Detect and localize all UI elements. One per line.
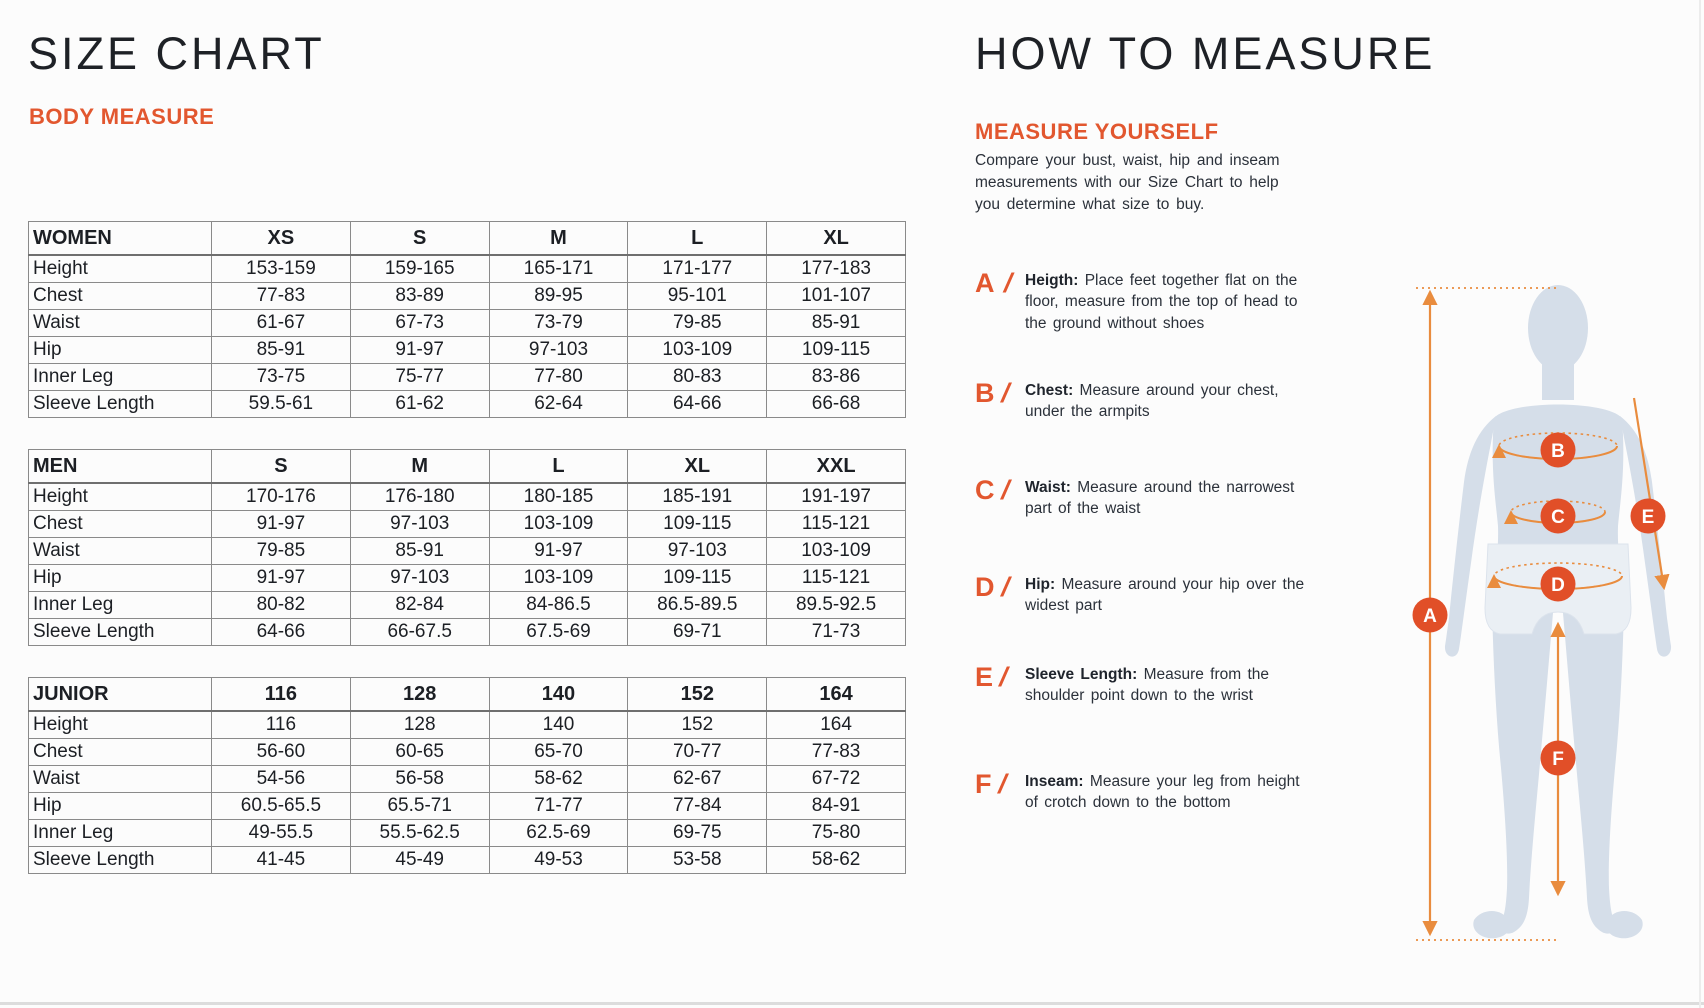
measurement-cell: 83-89 — [350, 283, 489, 310]
row-label: Height — [29, 255, 212, 283]
row-label: Chest — [29, 511, 212, 538]
measurement-cell: 152 — [628, 711, 767, 739]
item-letter: B — [975, 378, 995, 408]
table-row — [29, 619, 906, 646]
size-table-women — [28, 221, 906, 418]
measurement-cell: 165-171 — [489, 255, 628, 283]
row-label: Waist — [29, 538, 212, 565]
size-column-header: 152 — [628, 678, 767, 712]
junior-size-table-slot — [28, 677, 906, 874]
measurement-cell: 65.5-71 — [350, 793, 489, 820]
measurement-cell: 67-73 — [350, 310, 489, 337]
measurement-cell: 45-49 — [350, 847, 489, 874]
how-to-measure-title: HOW TO MEASURE — [975, 28, 1436, 79]
table-row — [29, 793, 906, 820]
row-label: Waist — [29, 310, 212, 337]
measurement-cell: 77-83 — [212, 283, 351, 310]
measurement-cell: 83-86 — [767, 364, 906, 391]
table-group-header: JUNIOR — [29, 678, 212, 712]
measurement-cell: 60-65 — [350, 739, 489, 766]
measurement-cell: 97-103 — [628, 538, 767, 565]
measurement-cell: 58-62 — [489, 766, 628, 793]
measurement-cell: 61-62 — [350, 391, 489, 418]
measurement-cell: 159-165 — [350, 255, 489, 283]
measurement-cell: 82-84 — [350, 592, 489, 619]
table-row — [29, 820, 906, 847]
measurement-cell: 58-62 — [767, 847, 906, 874]
measurement-cell: 66-68 — [767, 391, 906, 418]
measure-item-b — [975, 380, 1315, 423]
measurement-cell: 89-95 — [489, 283, 628, 310]
row-label: Chest — [29, 739, 212, 766]
measurement-cell: 97-103 — [489, 337, 628, 364]
size-column-header: S — [212, 450, 351, 484]
item-description: Measure from the shoulder point down to the wrist — [1025, 666, 1270, 705]
table-group-header: WOMEN — [29, 222, 212, 256]
item-description: Measure around the narrowest part of the waist — [1025, 479, 1295, 518]
measurement-cell: 103-109 — [489, 511, 628, 538]
row-label: Hip — [29, 565, 212, 592]
measurement-cell: 67-72 — [767, 766, 906, 793]
size-column-header: L — [628, 222, 767, 256]
table-row — [29, 739, 906, 766]
measurement-cell: 109-115 — [767, 337, 906, 364]
row-label: Sleeve Length — [29, 619, 212, 646]
measurement-cell: 49-53 — [489, 847, 628, 874]
measurement-cell: 86.5-89.5 — [628, 592, 767, 619]
figure-neck — [1542, 356, 1574, 400]
measurement-cell: 64-66 — [212, 619, 351, 646]
item-letter: C — [975, 475, 995, 505]
item-label: Heigth: — [1025, 272, 1079, 289]
table-row — [29, 565, 906, 592]
measurement-cell: 66-67.5 — [350, 619, 489, 646]
size-column-header: XL — [628, 450, 767, 484]
measurement-cell: 103-109 — [767, 538, 906, 565]
measurement-cell: 97-103 — [350, 565, 489, 592]
measurement-cell: 54-56 — [212, 766, 351, 793]
measurement-cell: 115-121 — [767, 511, 906, 538]
table-row — [29, 255, 906, 283]
item-description: Measure around your hip over the widest part — [1025, 576, 1305, 615]
table-row — [29, 337, 906, 364]
measurement-cell: 115-121 — [767, 565, 906, 592]
item-label: Chest: — [1025, 382, 1074, 399]
size-column-header: XXL — [767, 450, 906, 484]
measurement-cell: 70-77 — [628, 739, 767, 766]
measure-item-e — [975, 664, 1315, 707]
table-row — [29, 310, 906, 337]
badge-b-label: B — [1551, 441, 1565, 462]
measurement-cell: 59.5-61 — [212, 391, 351, 418]
item-label: Hip: — [1025, 576, 1056, 593]
measurement-cell: 75-77 — [350, 364, 489, 391]
measurement-cell: 79-85 — [212, 538, 351, 565]
row-label: Chest — [29, 283, 212, 310]
measurement-cell: 55.5-62.5 — [350, 820, 489, 847]
measurement-cell: 62-64 — [489, 391, 628, 418]
item-letter: D — [975, 572, 995, 602]
figure-right-foot — [1607, 911, 1643, 938]
table-row — [29, 592, 906, 619]
measurement-cell: 177-183 — [767, 255, 906, 283]
measurement-cell: 171-177 — [628, 255, 767, 283]
item-description: Measure your leg from height of crotch down to the bottom — [1025, 773, 1300, 812]
table-row — [29, 511, 906, 538]
measurement-cell: 140 — [489, 711, 628, 739]
measurement-cell: 60.5-65.5 — [212, 793, 351, 820]
slash-mark: / — [997, 378, 1013, 408]
badge-d-label: D — [1551, 575, 1565, 596]
measurement-cell: 176-180 — [350, 483, 489, 511]
measurement-cell: 69-71 — [628, 619, 767, 646]
table-row — [29, 766, 906, 793]
item-label: Sleeve Length: — [1025, 666, 1138, 683]
page-bottom-rule — [0, 1002, 1704, 1005]
table-row — [29, 283, 906, 310]
table-row — [29, 711, 906, 739]
measurement-cell: 85-91 — [350, 538, 489, 565]
table-row — [29, 391, 906, 418]
badge-f-label: F — [1552, 749, 1564, 770]
size-column-header: 116 — [212, 678, 351, 712]
measurement-cell: 91-97 — [350, 337, 489, 364]
slash-mark: / — [1000, 268, 1016, 298]
measurement-cell: 101-107 — [767, 283, 906, 310]
measurement-cell: 191-197 — [767, 483, 906, 511]
measurement-cell: 185-191 — [628, 483, 767, 511]
row-label: Height — [29, 711, 212, 739]
measurement-cell: 77-83 — [767, 739, 906, 766]
measurement-cell: 103-109 — [628, 337, 767, 364]
slash-mark: / — [994, 769, 1010, 799]
measurement-cell: 62-67 — [628, 766, 767, 793]
measurement-cell: 103-109 — [489, 565, 628, 592]
item-letter: E — [975, 662, 994, 692]
size-table-men — [28, 449, 906, 646]
measurement-cell: 109-115 — [628, 565, 767, 592]
measurement-cell: 170-176 — [212, 483, 351, 511]
measure-intro-text: Compare your bust, waist, hip and inseam measurements with our Size Chart to help you determine what size to buy. — [975, 152, 1280, 213]
row-label: Inner Leg — [29, 364, 212, 391]
row-label: Sleeve Length — [29, 391, 212, 418]
measurement-cell: 64-66 — [628, 391, 767, 418]
measurement-cell: 84-86.5 — [489, 592, 628, 619]
row-label: Sleeve Length — [29, 847, 212, 874]
measure-item-f — [975, 771, 1315, 814]
slash-mark: / — [997, 475, 1013, 505]
item-description: Place feet together flat on the floor, measure from the top of head to the ground without shoes — [1025, 272, 1298, 332]
row-label: Waist — [29, 766, 212, 793]
table-row — [29, 847, 906, 874]
slash-mark: / — [997, 572, 1013, 602]
measurement-cell: 91-97 — [212, 511, 351, 538]
measurement-cell: 85-91 — [212, 337, 351, 364]
measurement-cell: 79-85 — [628, 310, 767, 337]
item-description: Measure around your chest, under the armpits — [1025, 382, 1279, 421]
men-size-table-slot — [28, 449, 906, 646]
row-label: Inner Leg — [29, 820, 212, 847]
measurement-cell: 89.5-92.5 — [767, 592, 906, 619]
measurement-cell: 116 — [212, 711, 351, 739]
size-table-junior — [28, 677, 906, 874]
measurement-cell: 80-83 — [628, 364, 767, 391]
measurement-cell: 75-80 — [767, 820, 906, 847]
measurement-cell: 56-58 — [350, 766, 489, 793]
measurement-cell: 180-185 — [489, 483, 628, 511]
measurement-cell: 71-77 — [489, 793, 628, 820]
row-label: Hip — [29, 793, 212, 820]
measurement-cell: 67.5-69 — [489, 619, 628, 646]
measurement-cell: 128 — [350, 711, 489, 739]
slash-mark: / — [996, 662, 1012, 692]
measurement-cell: 53-58 — [628, 847, 767, 874]
measurement-cell: 153-159 — [212, 255, 351, 283]
item-letter: A — [975, 268, 995, 298]
row-label: Inner Leg — [29, 592, 212, 619]
measurement-cell: 69-75 — [628, 820, 767, 847]
size-column-header: L — [489, 450, 628, 484]
measure-item-d — [975, 574, 1315, 617]
badge-a-label: A — [1423, 606, 1437, 627]
measurement-cell: 77-80 — [489, 364, 628, 391]
women-size-table-slot — [28, 221, 906, 418]
size-column-header: S — [350, 222, 489, 256]
measurement-cell: 41-45 — [212, 847, 351, 874]
measurement-cell: 65-70 — [489, 739, 628, 766]
badge-e-label: E — [1641, 507, 1655, 528]
measurement-cell: 97-103 — [350, 511, 489, 538]
page-title: SIZE CHART — [28, 28, 325, 79]
size-column-header: M — [350, 450, 489, 484]
measurement-cell: 77-84 — [628, 793, 767, 820]
measurement-cell: 109-115 — [628, 511, 767, 538]
measurement-cell: 61-67 — [212, 310, 351, 337]
table-group-header: MEN — [29, 450, 212, 484]
measurement-cell: 164 — [767, 711, 906, 739]
measurement-cell: 73-75 — [212, 364, 351, 391]
how-to-measure-figure — [1390, 268, 1704, 960]
table-row — [29, 538, 906, 565]
measurement-cell: 49-55.5 — [212, 820, 351, 847]
measurement-cell: 56-60 — [212, 739, 351, 766]
table-row — [29, 483, 906, 511]
size-column-header: 164 — [767, 678, 906, 712]
row-label: Hip — [29, 337, 212, 364]
badge-c-label: C — [1551, 507, 1565, 528]
page-right-rule — [1699, 0, 1701, 1008]
table-row — [29, 364, 906, 391]
measurement-cell: 73-79 — [489, 310, 628, 337]
size-column-header: XL — [767, 222, 906, 256]
measurement-cell: 95-101 — [628, 283, 767, 310]
figure-left-foot — [1473, 911, 1509, 938]
size-column-header: M — [489, 222, 628, 256]
measure-item-a — [975, 270, 1315, 334]
item-label: Inseam: — [1025, 773, 1084, 790]
item-letter: F — [975, 769, 992, 799]
measure-yourself-heading: MEASURE YOURSELF — [975, 119, 1219, 144]
size-column-header: 140 — [489, 678, 628, 712]
measurement-cell: 91-97 — [212, 565, 351, 592]
measurement-cell: 62.5-69 — [489, 820, 628, 847]
measurement-cell: 71-73 — [767, 619, 906, 646]
measurement-cell: 85-91 — [767, 310, 906, 337]
item-label: Waist: — [1025, 479, 1071, 496]
measure-item-c — [975, 477, 1315, 520]
measurement-cell: 80-82 — [212, 592, 351, 619]
body-measure-heading: BODY MEASURE — [29, 104, 215, 129]
row-label: Height — [29, 483, 212, 511]
measurement-cell: 84-91 — [767, 793, 906, 820]
size-column-header: XS — [212, 222, 351, 256]
size-column-header: 128 — [350, 678, 489, 712]
measurement-cell: 91-97 — [489, 538, 628, 565]
